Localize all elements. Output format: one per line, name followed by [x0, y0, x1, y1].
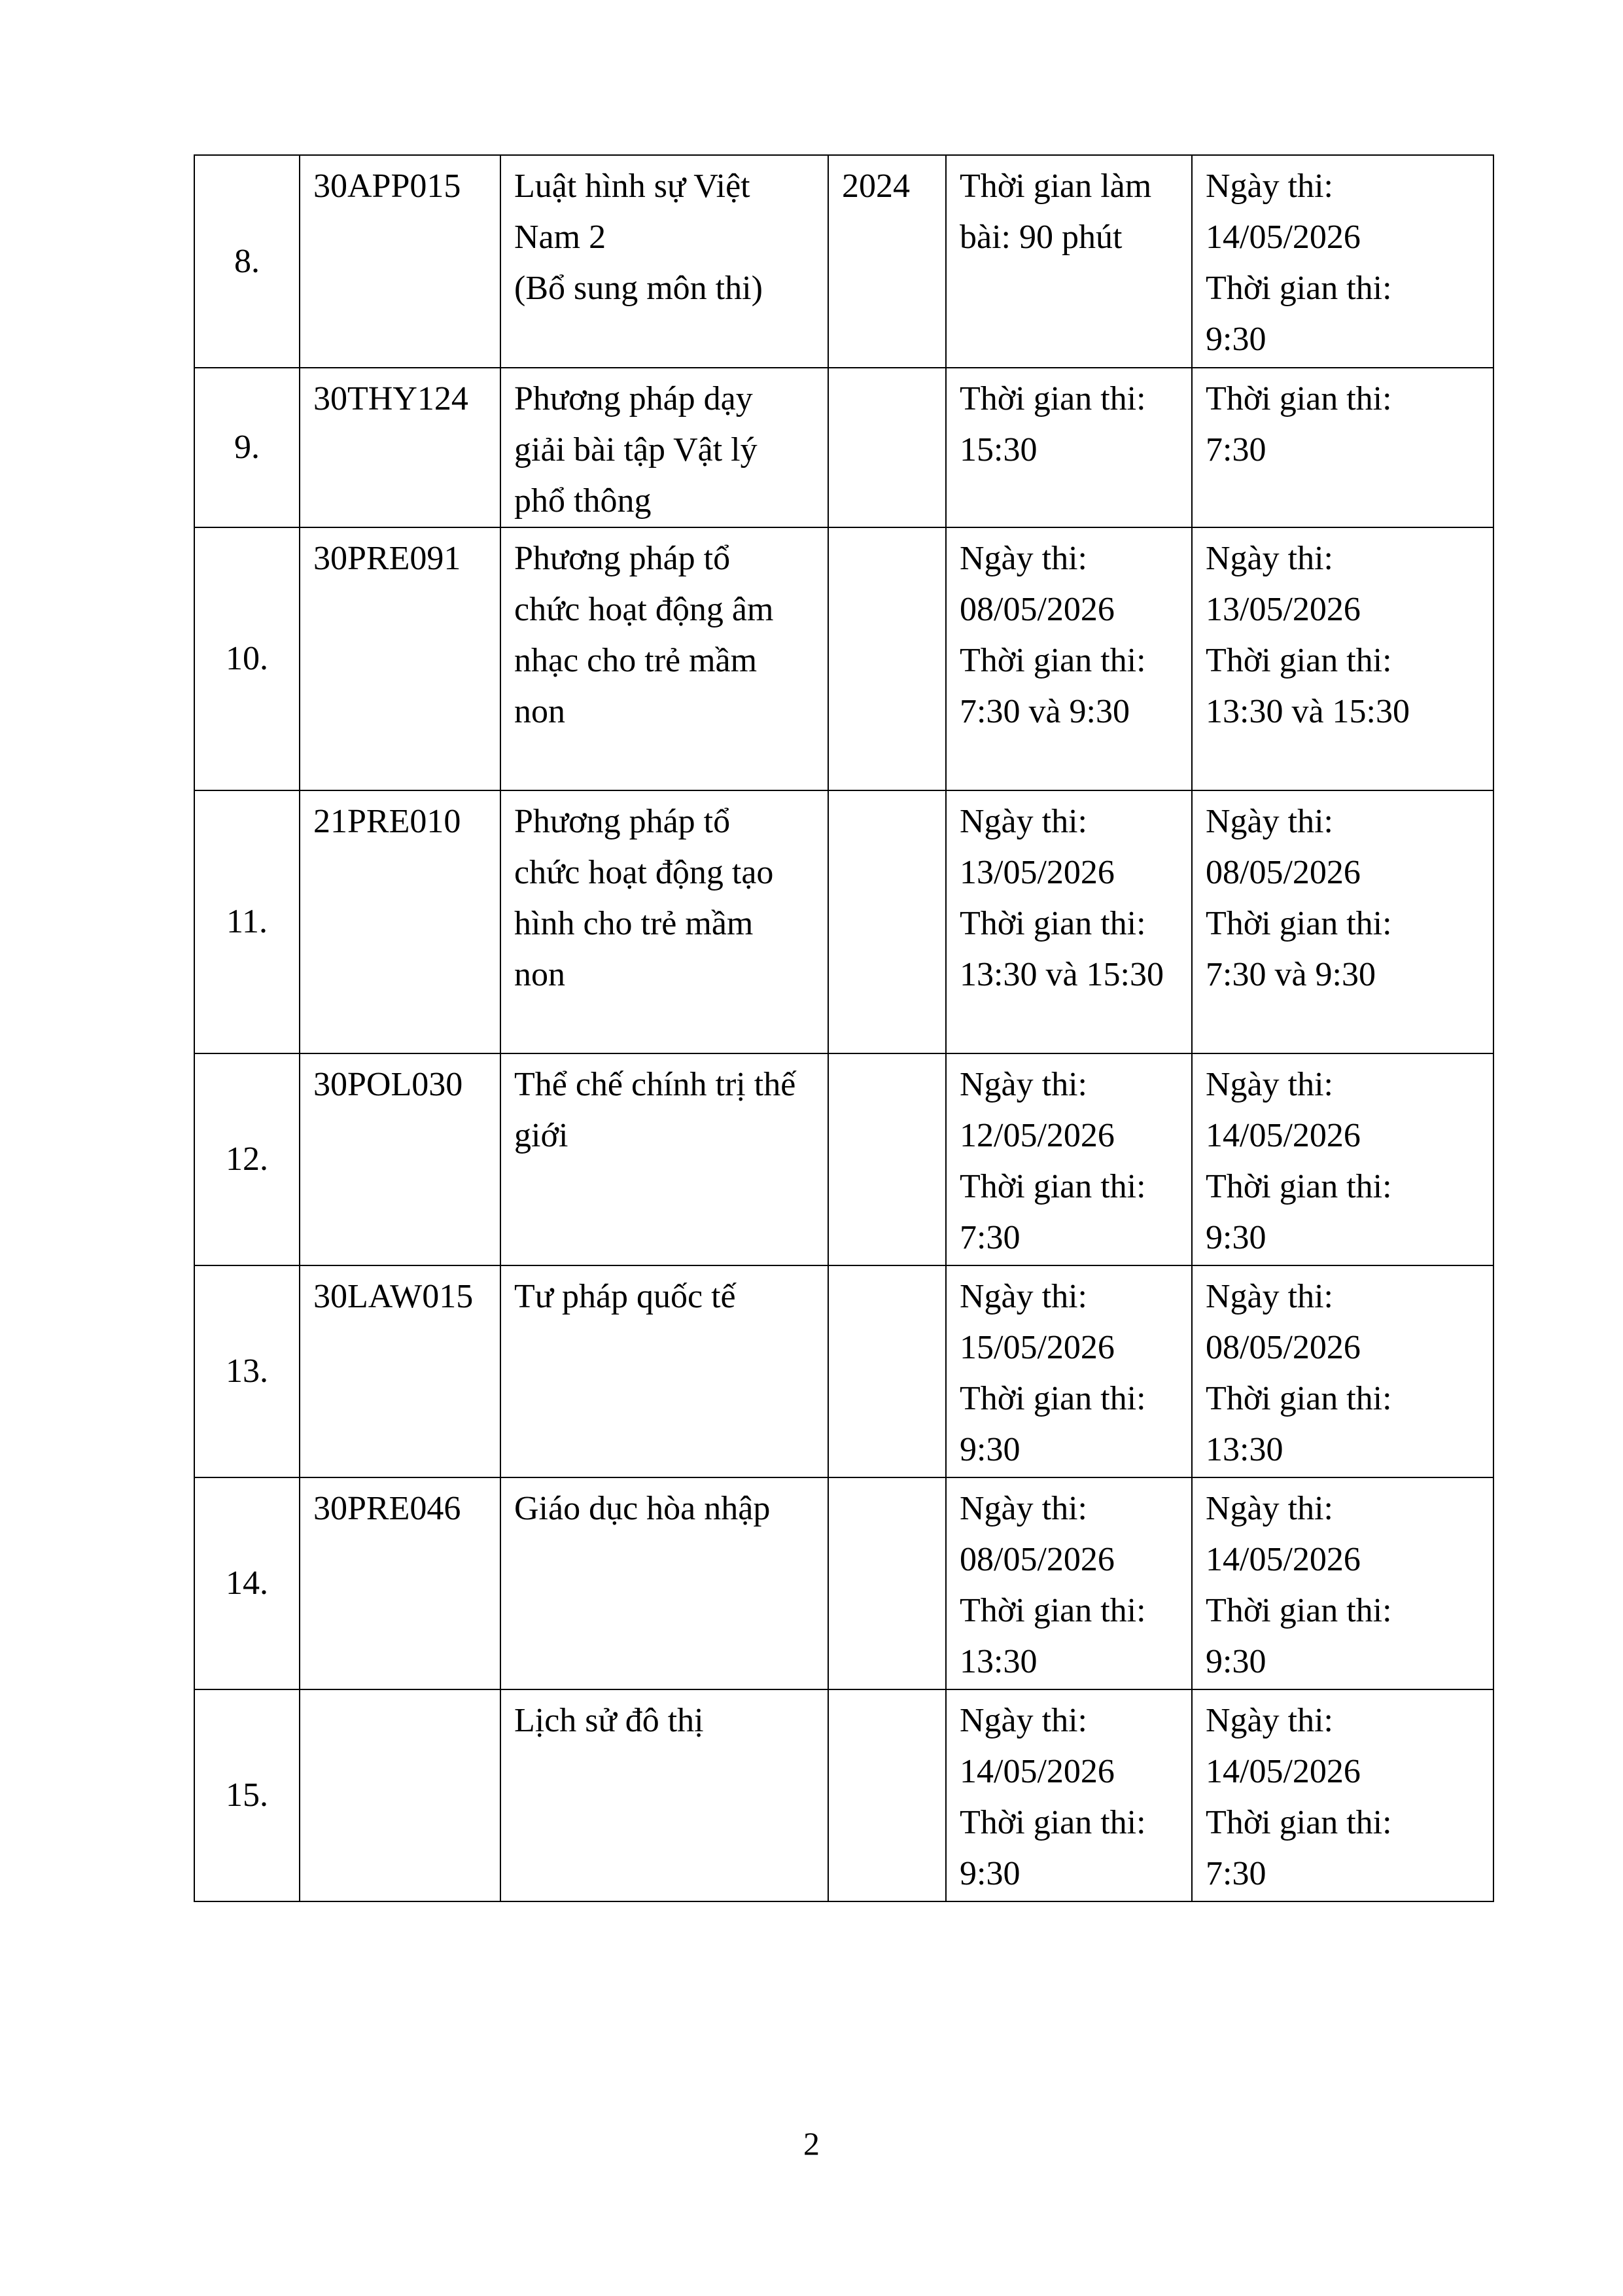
cell-line: 7:30 — [1206, 1855, 1266, 1892]
cell-line: 7:30 và 9:30 — [960, 693, 1130, 730]
course-name-cell — [500, 155, 828, 368]
year-cell — [828, 1689, 946, 1901]
stt-cell — [194, 1053, 300, 1265]
cell-line: Ngày thi: — [960, 1278, 1087, 1315]
table-row — [194, 1265, 1493, 1477]
adjusted-schedule-cell — [1192, 368, 1493, 527]
cell-line: 15/05/2026 — [960, 1329, 1115, 1366]
cell-line: Phương pháp tổ — [514, 803, 731, 840]
cell-line: Ngày thi: — [1206, 1490, 1333, 1527]
year-cell — [828, 1477, 946, 1689]
cell-line: Ngày thi: — [1206, 1702, 1333, 1739]
cell-line: nhạc cho trẻ mầm — [514, 642, 758, 679]
cell-line: Thời gian thi: — [960, 1168, 1146, 1205]
cell-line: Thời gian thi: — [1206, 1804, 1392, 1841]
cell-line: (Bổ sung môn thi) — [514, 270, 763, 307]
stt-cell — [194, 1477, 300, 1689]
course-name-cell — [500, 1053, 828, 1265]
cell-line: Thời gian thi: — [1206, 905, 1392, 942]
cell-line: Thời gian thi: — [1206, 642, 1392, 679]
cell-line: Thời gian thi: — [960, 1804, 1146, 1841]
cell-line: hình cho trẻ mầm — [514, 905, 754, 942]
course-name-cell — [500, 790, 828, 1053]
cell-line: Thời gian thi: — [1206, 1592, 1392, 1629]
cell-line: Phương pháp dạy — [514, 380, 753, 417]
cell-line: Ngày thi: — [960, 1490, 1087, 1527]
cell-line: 9:30 — [960, 1855, 1021, 1892]
exam-schedule-table — [194, 154, 1494, 1902]
cell-text: 11. — [226, 903, 268, 940]
original-schedule-cell — [946, 790, 1192, 1053]
table-row — [194, 1477, 1493, 1689]
cell-line: chức hoạt động âm — [514, 591, 774, 628]
original-schedule-cell — [946, 1053, 1192, 1265]
cell-line: Ngày thi: — [960, 540, 1087, 577]
cell-line: 13/05/2026 — [960, 854, 1115, 891]
cell-line: Ngày thi: — [960, 1702, 1087, 1739]
year-cell — [828, 368, 946, 527]
cell-line: Thời gian thi: — [1206, 380, 1392, 417]
cell-line: Thời gian thi: — [960, 1592, 1146, 1629]
stt-cell — [194, 1265, 300, 1477]
cell-line: 9:30 — [1206, 1643, 1266, 1680]
cell-line: 13:30 và 15:30 — [960, 956, 1164, 993]
cell-line: 08/05/2026 — [960, 591, 1115, 628]
cell-line: Phương pháp tổ — [514, 540, 731, 577]
cell-line: Ngày thi: — [960, 803, 1087, 840]
course-code-cell — [300, 1689, 500, 1901]
cell-text: 30THY124 — [313, 380, 468, 417]
cell-line: 9:30 — [1206, 1219, 1266, 1256]
cell-line: 14/05/2026 — [1206, 1753, 1361, 1790]
cell-line: Thời gian thi: — [1206, 270, 1392, 307]
stt-cell — [194, 790, 300, 1053]
cell-line: 14/05/2026 — [960, 1753, 1115, 1790]
cell-line: 12/05/2026 — [960, 1117, 1115, 1154]
table-row — [194, 1053, 1493, 1265]
cell-line: non — [514, 693, 565, 730]
stt-cell — [194, 1689, 300, 1901]
cell-text: 9. — [234, 429, 260, 466]
cell-text: 8. — [234, 242, 260, 280]
stt-cell — [194, 368, 300, 527]
course-name-cell — [500, 1265, 828, 1477]
cell-line: 13/05/2026 — [1206, 591, 1361, 628]
cell-line: 08/05/2026 — [1206, 1329, 1361, 1366]
original-schedule-cell — [946, 368, 1192, 527]
cell-line: Thời gian thi: — [960, 905, 1146, 942]
cell-text: 30PRE091 — [313, 540, 461, 577]
cell-line: giới — [514, 1117, 568, 1154]
year-cell — [828, 1265, 946, 1477]
cell-line: 7:30 — [1206, 431, 1266, 468]
cell-text: 30POL030 — [313, 1066, 463, 1103]
course-name-cell — [500, 368, 828, 527]
cell-line: Giáo dục hòa nhập — [514, 1490, 771, 1527]
table-row — [194, 368, 1493, 527]
cell-line: phổ thông — [514, 482, 652, 520]
cell-line: Ngày thi: — [1206, 803, 1333, 840]
course-name-cell — [500, 527, 828, 790]
adjusted-schedule-cell — [1192, 1053, 1493, 1265]
cell-line: Thời gian thi: — [960, 1380, 1146, 1417]
table-row — [194, 1689, 1493, 1901]
original-schedule-cell — [946, 527, 1192, 790]
cell-line: Luật hình sự Việt — [514, 168, 750, 205]
cell-line: 14/05/2026 — [1206, 1117, 1361, 1154]
adjusted-schedule-cell — [1192, 1689, 1493, 1901]
year-cell — [828, 527, 946, 790]
original-schedule-cell — [946, 1265, 1192, 1477]
cell-line: 08/05/2026 — [1206, 854, 1361, 891]
cell-line: 13:30 — [960, 1643, 1038, 1680]
adjusted-schedule-cell — [1192, 1265, 1493, 1477]
cell-line: 14/05/2026 — [1206, 219, 1361, 256]
course-code-cell — [300, 1477, 500, 1689]
cell-line: Ngày thi: — [960, 1066, 1087, 1103]
cell-line: Thời gian làm — [960, 168, 1152, 205]
cell-line: 9:30 — [960, 1431, 1021, 1468]
cell-line: Thời gian thi: — [1206, 1380, 1392, 1417]
stt-cell — [194, 155, 300, 368]
course-name-cell — [500, 1477, 828, 1689]
cell-line: Thời gian thi: — [960, 642, 1146, 679]
cell-text: 30APP015 — [313, 168, 461, 205]
cell-text: 21PRE010 — [313, 803, 461, 840]
cell-line: 9:30 — [1206, 321, 1266, 358]
cell-text: 10. — [226, 640, 268, 677]
course-code-cell — [300, 1265, 500, 1477]
cell-line: Thời gian thi: — [1206, 1168, 1392, 1205]
adjusted-schedule-cell — [1192, 1477, 1493, 1689]
course-code-cell — [300, 1053, 500, 1265]
course-code-cell — [300, 368, 500, 527]
cell-text: 13. — [226, 1352, 268, 1390]
cell-line: 15:30 — [960, 431, 1038, 468]
year-cell — [828, 790, 946, 1053]
year-cell — [828, 155, 946, 368]
cell-text: 30LAW015 — [313, 1278, 474, 1315]
cell-line: giải bài tập Vật lý — [514, 431, 758, 468]
course-code-cell — [300, 155, 500, 368]
table-row — [194, 527, 1493, 790]
cell-line: Nam 2 — [514, 219, 606, 256]
page-number: 2 — [803, 2125, 820, 2162]
cell-line: Ngày thi: — [1206, 168, 1333, 205]
cell-text: 30PRE046 — [313, 1490, 461, 1527]
cell-text: 12. — [226, 1140, 268, 1178]
stt-cell — [194, 527, 300, 790]
cell-line: Thể chế chính trị thế — [514, 1066, 796, 1103]
adjusted-schedule-cell — [1192, 790, 1493, 1053]
course-code-cell — [300, 527, 500, 790]
cell-line: Ngày thi: — [1206, 540, 1333, 577]
table-row — [194, 790, 1493, 1053]
cell-line: Tư pháp quốc tế — [514, 1278, 736, 1315]
cell-line: 13:30 — [1206, 1431, 1283, 1468]
cell-line: 14/05/2026 — [1206, 1541, 1361, 1578]
table-row — [194, 155, 1493, 368]
cell-line: Lịch sử đô thị — [514, 1702, 704, 1739]
cell-text: 15. — [226, 1776, 268, 1814]
table-body — [194, 155, 1493, 1901]
cell-text: 14. — [226, 1564, 268, 1602]
adjusted-schedule-cell — [1192, 155, 1493, 368]
course-code-cell — [300, 790, 500, 1053]
course-name-cell — [500, 1689, 828, 1901]
original-schedule-cell — [946, 1477, 1192, 1689]
cell-line: bài: 90 phút — [960, 219, 1123, 256]
cell-line: 7:30 và 9:30 — [1206, 956, 1376, 993]
cell-line: chức hoạt động tạo — [514, 854, 774, 891]
cell-line: non — [514, 956, 565, 993]
original-schedule-cell — [946, 1689, 1192, 1901]
cell-line: 13:30 và 15:30 — [1206, 693, 1410, 730]
cell-text: 2024 — [842, 168, 910, 205]
cell-line: Ngày thi: — [1206, 1278, 1333, 1315]
cell-line: 08/05/2026 — [960, 1541, 1115, 1578]
original-schedule-cell — [946, 155, 1192, 368]
adjusted-schedule-cell — [1192, 527, 1493, 790]
cell-line: Ngày thi: — [1206, 1066, 1333, 1103]
year-cell — [828, 1053, 946, 1265]
cell-line: 7:30 — [960, 1219, 1021, 1256]
cell-line: Thời gian thi: — [960, 380, 1146, 417]
